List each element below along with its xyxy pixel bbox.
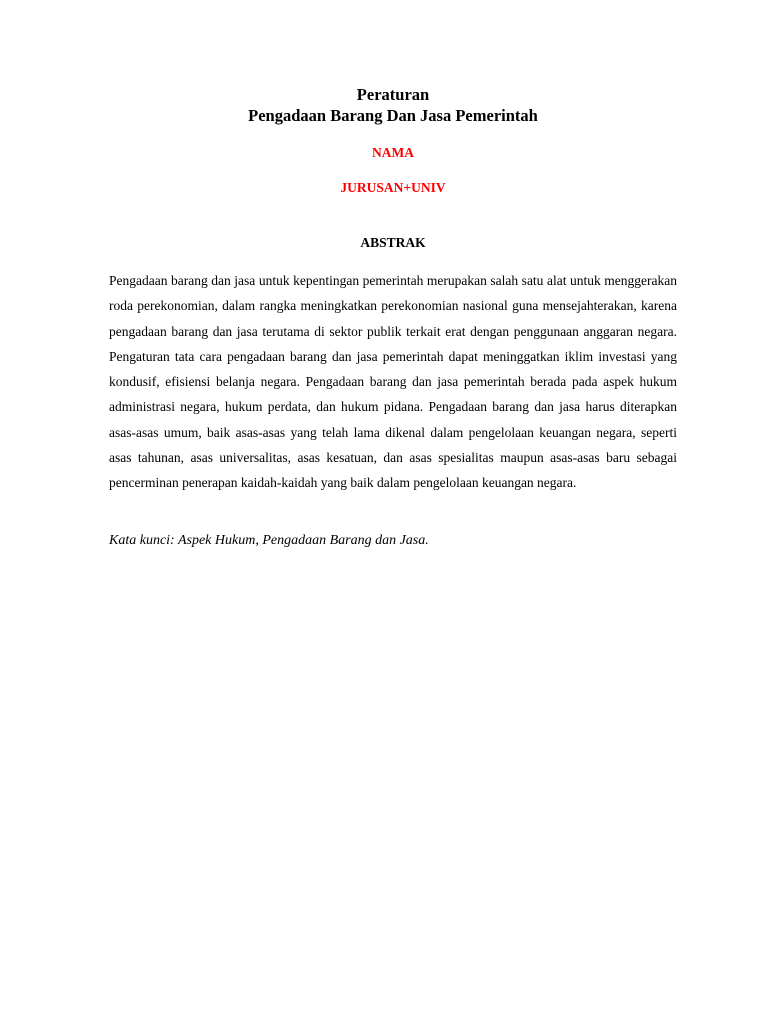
title-line-2: Pengadaan Barang Dan Jasa Pemerintah	[248, 106, 538, 125]
abstract-body: Pengadaan barang dan jasa untuk kepentingan pemerintah merupakan salah satu alat untuk menggerakan roda perekonomian, dalam rangka meningkatkan perekonomian nasional guna mensejahterakan, karena pengadaan barang dan jasa terutama di sektor publik terkait erat dengan penggunaan anggaran negara. Pengaturan tata cara pengadaan barang dan jasa pemerintah dapat meninggatkan iklim investasi yang kondusif, efisiensi belanja negara. Pengadaan barang dan jasa pemerintah berada pada aspek hukum administrasi negara, hukum perdata, dan hukum pidana. Pengadaan barang dan jasa harus diterapkan asas-asas umum, baik asas-asas yang telah lama dikenal dalam pengelolaan keuangan negara, seperti asas tahunan, asas universalitas, asas kesatuan, dan asas spesialitas maupun asas-asas baru sebagai pencerminan penerapan kaidah-kaidah yang baik dalam pengelolaan keuangan negara.	[109, 273, 677, 491]
author-name: NAMA	[372, 145, 414, 160]
author-affiliation: JURUSAN+UNIV	[340, 180, 446, 195]
document-page	[109, 84, 677, 551]
title-line-1: Peraturan	[356, 85, 430, 104]
abstract-heading: ABSTRAK	[360, 235, 426, 250]
keywords: Kata kunci: Aspek Hukum, Pengadaan Barang dan Jasa.	[109, 532, 429, 548]
